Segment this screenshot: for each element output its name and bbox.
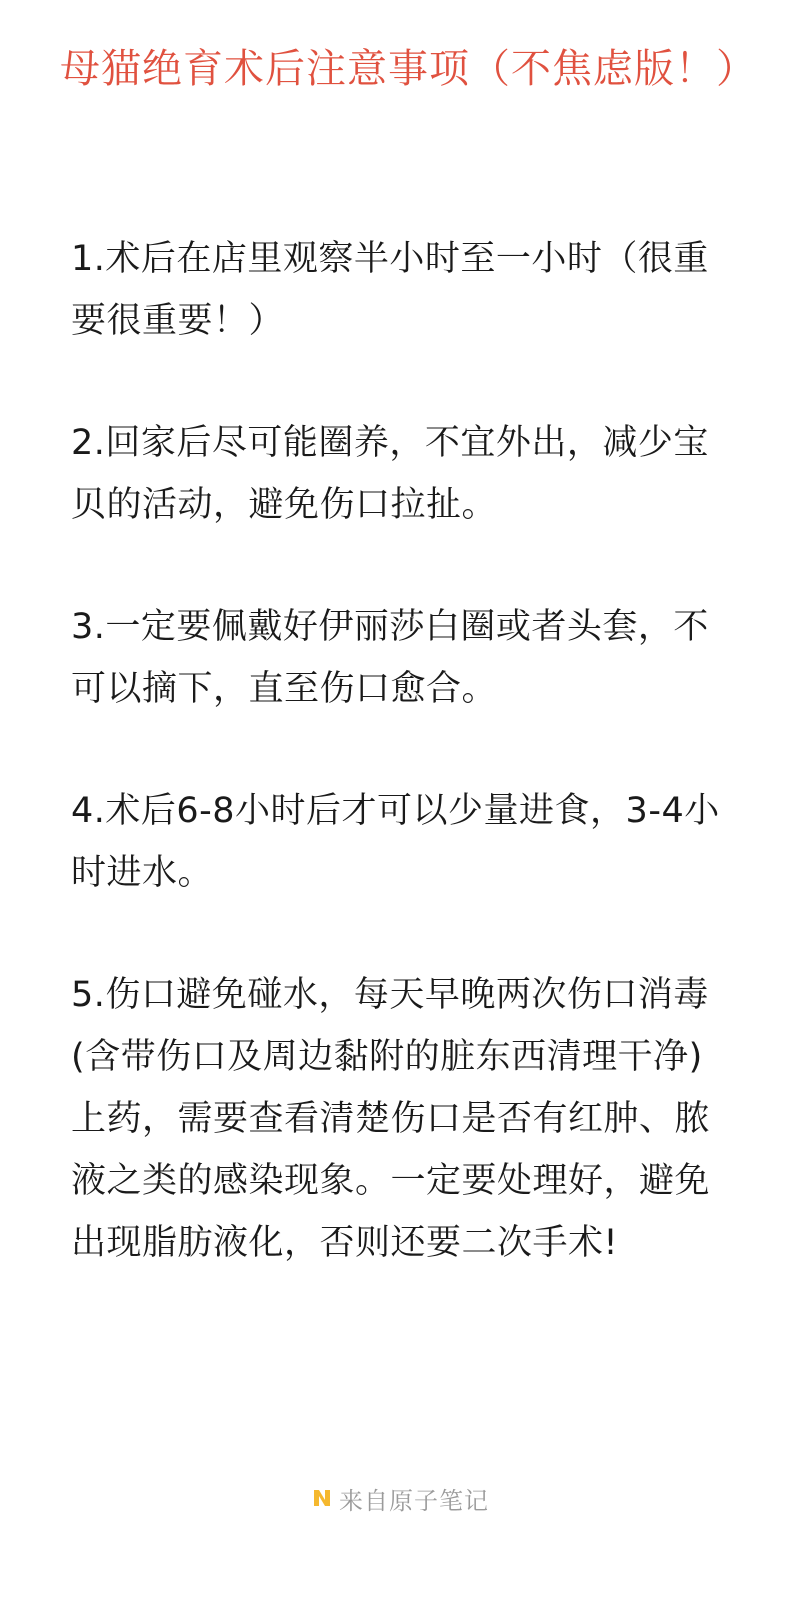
note-body [71, 228, 731, 1334]
source-footer [0, 1481, 800, 1515]
note-title: 母猫绝育术后注意事项（不焦虑版！） [60, 46, 757, 92]
note-item-3: 3.一定要佩戴好伊丽莎白圈或者头套，不可以摘下，直至伤口愈合。 [71, 607, 709, 709]
note-item-5: 5.伤口避免碰水，每天早晚两次伤口消毒(含带伤口及周边黏附的脏东西清理干净)上药，需要查看清楚伤口是否有红肿、脓液之类的感染现象。一定要处理好，避免出现脂肪液化，否则还要二次手术! [71, 975, 711, 1263]
note-item-2: 2.回家后尽可能圈养，不宜外出，减少宝贝的活动，避免伤口拉扯。 [71, 423, 709, 525]
footer-source-text: 来自原子笔记 [339, 1486, 489, 1515]
notes-app-logo-icon [311, 1487, 333, 1509]
note-item-4: 4.术后6-8小时后才可以少量进食，3-4小时进水。 [71, 791, 720, 893]
note-item-1: 1.术后在店里观察半小时至一小时（很重要很重要！） [71, 239, 709, 341]
